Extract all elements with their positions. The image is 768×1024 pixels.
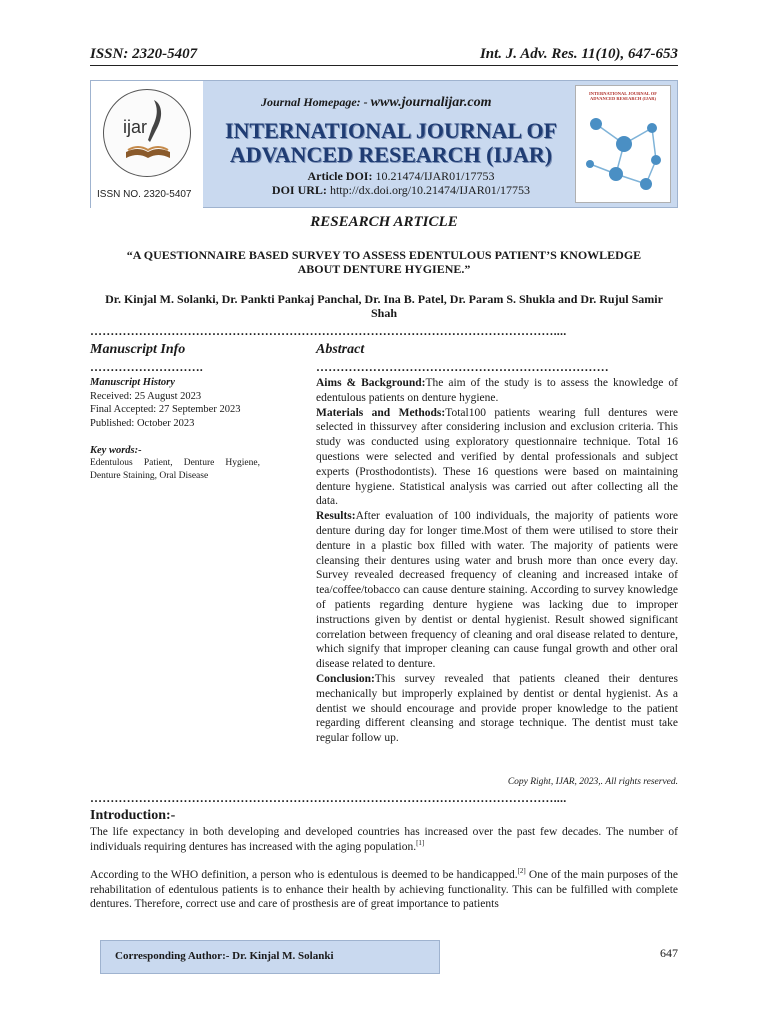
doi-url-link[interactable]: http://dx.doi.org/10.21474/IJAR01/17753 (329, 183, 531, 197)
molecule-icon (576, 104, 671, 203)
abstract-heading: Abstract (316, 342, 365, 357)
doi-block (231, 169, 571, 197)
abstract-conclusion (316, 672, 678, 746)
cover-title: INTERNATIONAL JOURNAL OF ADVANCED RESEARCH (IJAR) (589, 91, 657, 101)
issn-text: ISSN: 2320-5407 (90, 46, 198, 62)
manuscript-info-heading: Manuscript Info (90, 342, 186, 357)
separator-abstract: ……………………………………………………………… (316, 360, 609, 374)
logo-issn: ISSN NO. 2320-5407 (97, 189, 192, 200)
keywords-block (90, 444, 260, 483)
aims-label: Aims & Background: (316, 377, 426, 389)
abstract-results (316, 509, 678, 672)
article-title: “A QUESTIONNAIRE BASED SURVEY TO ASSESS EDENTULOUS PATIENT’S KNOWLEDGE ABOUT DENTURE HYGIENE.” (126, 248, 642, 276)
logo-text: ijar (123, 117, 148, 137)
methods-text: Total100 patients wearing full dentures were selected in thissurvey after considering inclusion and exclusion criteria. This study was conducted using exploratory questionnaire technique. Total 16 questions were selected and verified by dental professionals and subject experts (Prosthodontists). These 16 questions were based on maintaining denture hygiene. Statistical analysis was carried out after collecting all the data. (316, 406, 679, 508)
journal-homepage (261, 95, 492, 111)
intro-p2a-text: According to the WHO definition, a person who is edentulous is deemed to be handicapped. (90, 869, 518, 881)
corresponding-author: Corresponding Author:- Dr. Kinjal M. Solanki (115, 950, 334, 962)
separator-manuscript: ………………………. (90, 360, 203, 374)
journal-cover-image (575, 85, 671, 203)
results-label: Results: (316, 510, 356, 523)
accepted-date: Final Accepted: 27 September 2023 (90, 404, 241, 415)
copyright-notice: Copy Right, IJAR, 2023,. All rights reserved. (507, 777, 678, 787)
aims-text: The aim of the study is to assess the knowledge of edentulous patients on denture hygiene. (316, 377, 678, 404)
page-number: 647 (660, 946, 678, 960)
homepage-label: Journal Homepage: - (261, 95, 371, 109)
abstract-methods (316, 406, 678, 510)
homepage-link[interactable]: www.journalijar.com (370, 95, 492, 110)
manuscript-history (90, 376, 270, 430)
results-text: After evaluation of 100 individuals, the majority of patients wore denture during day for longer time.Most of them were utilised to store their denture in a plastic box filled with water. The majority of patients were cleansing their dentures using water and brush more than once every day. Survey revealed decreased frequency of cleaning and increased intake of tea/coffee/tobacco can cause denture staining. According to survey knowledge of patients regarding denture hygiene was lacking due to improper instructions given by dentist or dental hygienist. Result showed significant correlation between frequency of cleaning and oral disease related to denture, which signify that improper cleaning can cause fungal growth and other oral disease related to denture. (316, 510, 678, 671)
doi-url-label: DOI URL: (271, 183, 327, 197)
journal-title (221, 119, 561, 167)
intro-p1-text: The life expectancy in both developing and developed countries has increased over the past few decades. The number of individuals requiring dentures has increased with the aging population. (90, 826, 678, 853)
citation-text: Int. J. Adv. Res. 11(10), 647-653 (479, 46, 678, 62)
keywords-text: Edentulous Patient, Denture Hygiene, Denture Staining, Oral Disease (90, 458, 260, 481)
separator-top: …………………………………………………………………………………………………….... (90, 324, 567, 338)
quill-book-icon (104, 90, 192, 178)
introduction-heading: Introduction:- (90, 808, 176, 823)
running-header (90, 44, 678, 66)
author-list: Dr. Kinjal M. Solanki, Dr. Pankti Pankaj Panchal, Dr. Ina B. Patel, Dr. Param S. Shukla and Dr. Rujul Samir Shah (105, 292, 663, 320)
reference-2[interactable]: [2] (517, 867, 526, 876)
journal-title-line1: INTERNATIONAL JOURNAL OF (224, 118, 558, 143)
journal-logo (91, 81, 203, 209)
received-date: Received: 25 August 2023 (90, 390, 202, 402)
published-date: Published: October 2023 (90, 417, 195, 429)
conclusion-text: This survey revealed that patients cleaned their dentures mechanically but improperly explained by dentist or dental hygienist. As a dentist we should encourage and provide proper knowledge to the patient regarding different cleansing and storage technique. The dentist must take regular follow up. (316, 672, 678, 745)
journal-banner (90, 80, 678, 208)
corresponding-author-box (100, 940, 440, 974)
history-label: Manuscript History (90, 377, 175, 388)
doi-label: Article DOI: (307, 169, 373, 183)
journal-title-line2: ADVANCED RESEARCH (IJAR) (229, 142, 553, 167)
conclusion-label: Conclusion: (316, 672, 375, 685)
intro-paragraph-2 (90, 868, 678, 912)
intro-paragraph-1 (90, 825, 678, 854)
article-type: RESEARCH ARTICLE (310, 214, 458, 230)
separator-bottom: …………………………………………………………………………………………………….... (90, 791, 567, 805)
doi-value: 10.21474/IJAR01/17753 (375, 169, 495, 183)
intro-p2b-text: One of the main purposes of the rehabilitation of edentulous patients is to enhance their health by achieving functionality. This can be fulfilled with complete dentures. Therefore, correct use and care of prosthesis are of great importance to patients (90, 869, 679, 911)
methods-label: Materials and Methods: (316, 406, 446, 419)
abstract-body (316, 376, 678, 746)
keywords-label: Key words:- (90, 445, 142, 456)
abstract-aims (316, 376, 678, 406)
reference-1[interactable]: [1] (416, 838, 425, 847)
